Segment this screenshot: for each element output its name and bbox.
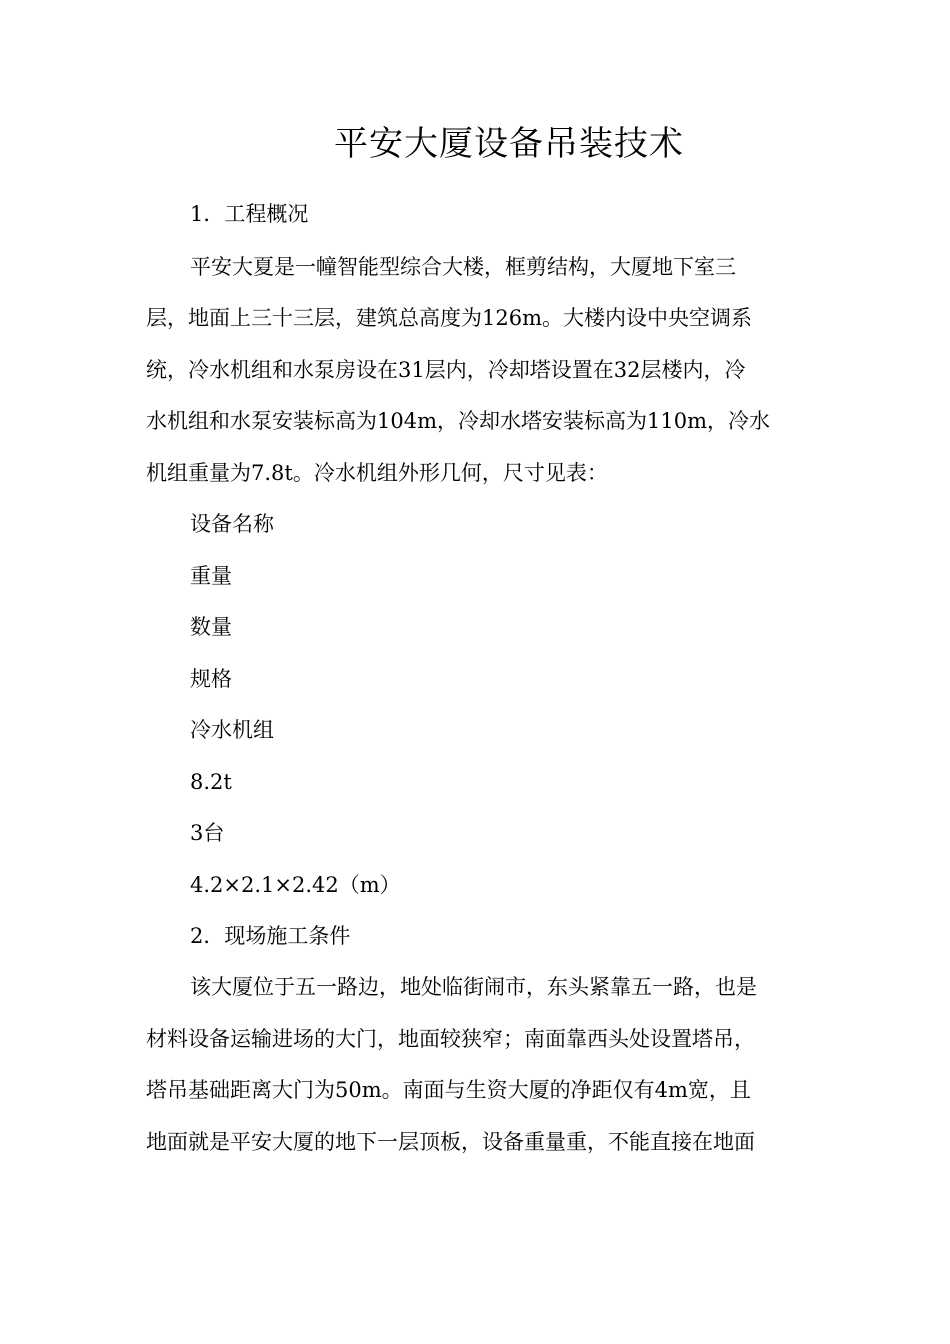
table-cell-quantity: 3台: [190, 821, 225, 845]
table-header-weight: 重量: [190, 564, 232, 588]
paragraph-line: 水机组和水泵安装标高为104m，冷却水塔安装标高为110m，冷水: [146, 409, 770, 433]
paragraph-line: 平安大夏是一幢智能型综合大楼，框剪结构，大厦地下室三: [190, 255, 736, 279]
paragraph-line: 统，冷水机组和水泵房设在31层内，冷却塔设置在32层楼内，冷: [146, 358, 746, 382]
paragraph-line: 塔吊基础距离大门为50m。南面与生资大厦的净距仅有4m宽，且: [146, 1078, 751, 1102]
section-heading-project-overview: 1．工程概况: [190, 202, 309, 226]
section-heading-site-conditions: 2．现场施工条件: [190, 924, 351, 948]
paragraph-line: 该大厦位于五一路边，地处临街闹市，东头紧靠五一路，也是: [190, 975, 757, 999]
paragraph-line: 机组重量为7.8t。冷水机组外形几何，尺寸见表：: [146, 461, 608, 485]
table-cell-spec: 4.2×2.1×2.42（m）: [190, 873, 401, 897]
table-cell-equipment-name: 冷水机组: [190, 718, 274, 742]
table-cell-weight: 8.2t: [190, 770, 232, 794]
table-header-spec: 规格: [190, 667, 232, 691]
paragraph-line: 材料设备运输进场的大门，地面较狭窄；南面靠西头处设置塔吊，: [146, 1027, 755, 1051]
paragraph-line: 地面就是平安大厦的地下一层顶板，设备重量重，不能直接在地面: [146, 1130, 755, 1154]
document-title: 平安大厦设备吊装技术: [334, 124, 684, 164]
table-header-equipment-name: 设备名称: [190, 512, 274, 536]
table-header-quantity: 数量: [190, 615, 232, 639]
paragraph-line: 层，地面上三十三层，建筑总高度为126m。大楼内设中央空调系: [146, 306, 752, 330]
